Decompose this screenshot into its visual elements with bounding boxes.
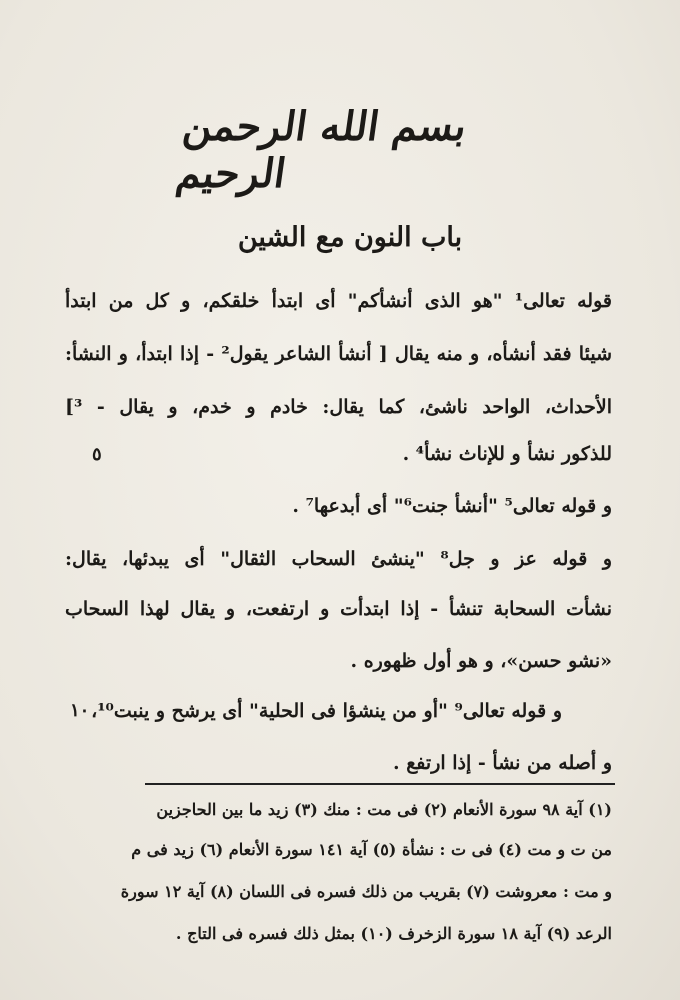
chapter-title: باب النون مع الشين (237, 222, 463, 253)
footnote-line: من ت و مت (٤) فى ت : نشأة (٥) آية ١٤١ سورة الأنعام (٦) زيد فى م (131, 840, 612, 859)
text-line: شيئا فقد أنشأه، و منه يقال [ أنشأ الشاعر يقول² - إذا ابتدأ، و النشأ: (65, 343, 612, 365)
text-line: و قوله تعالى⁵ "أنشأ جنت⁶" أى أبدعها⁷ . (292, 495, 612, 517)
footnote-line: و مت : معروشت (٧) بقريب من ذلك فسره فى اللسان (٨) آية ١٢ سورة (120, 882, 612, 901)
line-number: ٥ (92, 444, 102, 465)
text-line: «نشو حسن»، و هو أول ظهوره . (350, 650, 612, 672)
text-line: قوله تعالى¹ "هو الذى أنشأكم" أى ابتدأ خلقكم، و كل من ابتدأ (65, 290, 612, 312)
footnote-line: (١) آية ٩٨ سورة الأنعام (٢) فى مت : منك (٣) زيد ما بين الحاجزين (156, 800, 612, 819)
line-number: ١٠ (70, 700, 90, 721)
text-line: و أصله من نشأ - إذا ارتفع . (392, 752, 612, 774)
text-line: و قوله تعالى⁹ "أو من ينشؤا فى الحلية" أى يرشح و ينبت¹⁰، (91, 700, 562, 722)
text-line: للذكور نشأ و للإناث نشأ⁴ . (402, 443, 612, 465)
text-line: و قوله عز و جل⁸ "ينشئ السحاب الثقال" أى يبدئها، يقال: (65, 548, 612, 570)
footnote-line: الرعد (٩) آية ١٨ سورة الزخرف (١٠) بمثل ذلك فسره فى التاج . (175, 924, 612, 943)
text-line: نشأت السحابة تنشأ - إذا ابتدأت و ارتفعت، و يقال لهذا السحاب (65, 598, 612, 620)
footnote-divider (145, 783, 615, 785)
basmala-calligraphy: بسم الله الرحمن الرحيم (173, 103, 470, 197)
text-line: الأحداث، الواحد ناشئ، كما يقال: خادم و خدم، و يقال - ³] (65, 396, 612, 418)
